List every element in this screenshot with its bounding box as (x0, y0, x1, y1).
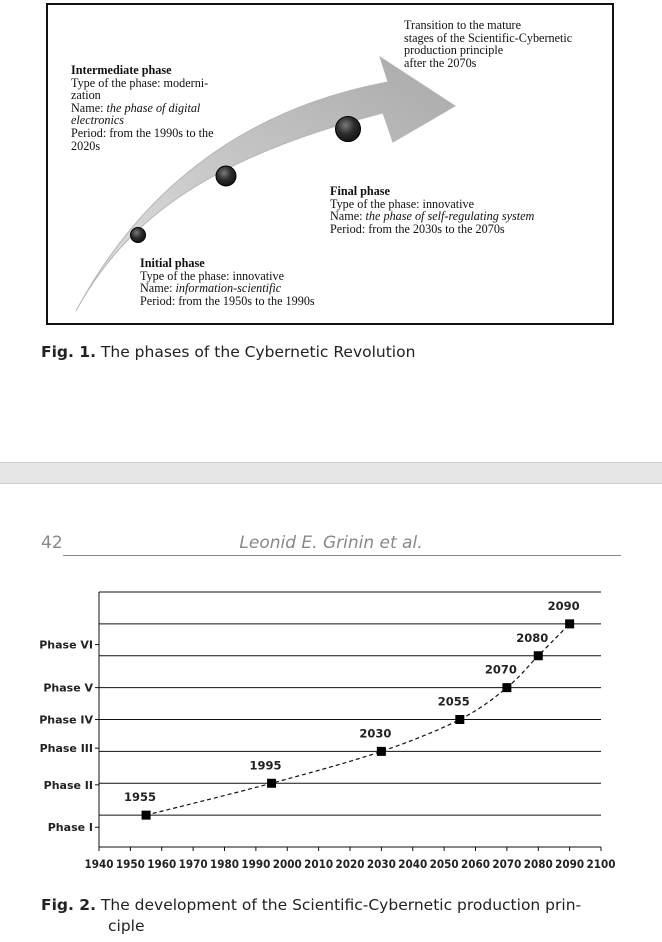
initial-phase-name: information-scientific (175, 281, 282, 296)
x-tick-label: 1940 (84, 857, 114, 871)
chart-series (124, 599, 580, 820)
y-label-5: Phase V (43, 681, 93, 695)
data-label-2090: 2090 (547, 598, 580, 613)
figure-2-caption (41, 895, 626, 937)
chart-x-ticks (85, 847, 616, 871)
y-label-6: Phase VI (39, 638, 93, 652)
x-tick-label: 2030 (366, 857, 396, 871)
initial-phase-period: Period: from the 1950s to the 1990s (140, 293, 315, 308)
x-tick-label: 1990 (241, 857, 271, 871)
initial-phase-name-label: Name: (140, 281, 173, 296)
figure-2-caption-text: The development of the Scientific-Cybernetic production prin- (100, 896, 582, 914)
x-tick-label: 2010 (304, 857, 334, 871)
x-tick-label: 2020 (335, 857, 365, 871)
y-label-1: Phase I (47, 821, 93, 835)
transition-line-2: stages of the Scientific-Cybernetic (404, 30, 573, 45)
initial-phase-title: Initial phase (140, 256, 205, 270)
x-tick-label: 2070 (492, 857, 522, 871)
chart-gridlines (99, 592, 601, 815)
final-phase-title: Final phase (330, 184, 390, 198)
data-point-1995 (267, 779, 276, 788)
figure-2-caption-text-cont: ciple (108, 917, 145, 935)
running-head: Leonid E. Grinin et al. (239, 533, 423, 553)
intermediate-phase-period: Period: from the 1990s to the (71, 125, 214, 140)
intermediate-phase-type: Type of the phase: moderni- (71, 75, 209, 90)
intermediate-phase-name-label: Name: (71, 100, 104, 115)
x-tick-label: 2060 (461, 857, 490, 871)
figure-1-caption-label: Fig. 1. (41, 343, 96, 361)
chart-y-labels (39, 639, 99, 835)
data-label-1995: 1995 (249, 758, 282, 773)
transition-line-3: production principle (404, 43, 504, 58)
x-tick-label: 1950 (115, 857, 145, 871)
intermediate-phase-type-cont: zation (71, 88, 101, 103)
x-tick-label: 1970 (178, 857, 208, 871)
final-phase-name: the phase of self-regulating system (365, 209, 535, 224)
data-point-2070 (502, 683, 511, 692)
x-tick-label: 2050 (429, 857, 459, 871)
transition-line-1: Transition to the mature (404, 18, 522, 32)
x-tick-label: 2000 (272, 857, 302, 871)
data-point-2080 (534, 651, 543, 660)
data-label-1955: 1955 (124, 790, 157, 805)
data-label-2080: 2080 (516, 630, 549, 645)
y-label-3: Phase III (39, 742, 93, 756)
intermediate-phase-period-cont: 2020s (71, 138, 101, 153)
data-label-2030: 2030 (359, 726, 392, 741)
x-tick-label: 2040 (398, 857, 428, 871)
x-tick-label: 1980 (210, 857, 239, 871)
final-phase-type: Type of the phase: innovative (330, 196, 474, 211)
data-point-2090 (565, 619, 574, 628)
x-tick-label: 2080 (523, 857, 553, 871)
figure-1-caption-text: The phases of the Cybernetic Revolution (100, 343, 416, 361)
final-phase-name-label: Name: (330, 209, 363, 224)
data-label-2070: 2070 (484, 662, 517, 677)
intermediate-phase-title: Intermediate phase (71, 63, 172, 77)
page-number: 42 (41, 533, 63, 553)
initial-phase-type: Type of the phase: innovative (140, 268, 284, 283)
final-phase-period: Period: from the 2030s to the 2070s (330, 221, 505, 236)
intermediate-phase-name-cont: electronics (71, 113, 125, 128)
data-point-1955 (142, 811, 151, 820)
data-label-2055: 2055 (437, 694, 470, 709)
intermediate-phase-name: the phase of digital (106, 100, 201, 115)
y-label-2: Phase II (43, 778, 93, 792)
y-label-4: Phase IV (39, 713, 93, 727)
x-tick-label: 1960 (147, 857, 177, 871)
transition-line-4: after the 2070s (404, 55, 477, 70)
data-point-2055 (455, 715, 464, 724)
data-point-2030 (377, 747, 386, 756)
figure-2-caption-label: Fig. 2. (41, 896, 96, 914)
x-tick-label: 2100 (586, 857, 616, 871)
x-tick-label: 2090 (555, 857, 585, 871)
